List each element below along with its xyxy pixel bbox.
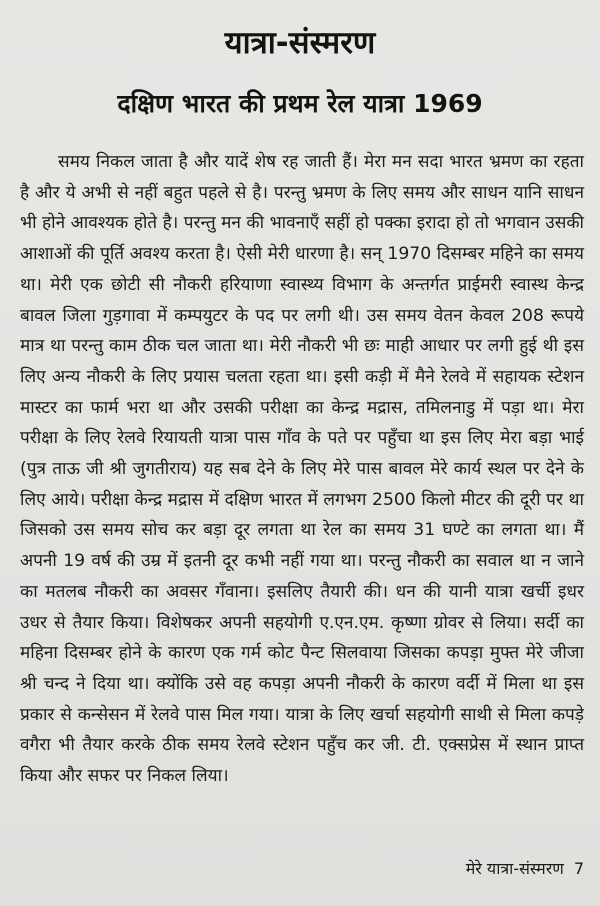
page-title: यात्रा-संस्मरण — [224, 25, 376, 61]
running-title: मेरे यात्रा-संस्मरण — [465, 859, 564, 878]
body-paragraph: समय निकल जाता है और यादें शेष रह जाती हैं। मेरा मन सदा भारत भ्रमण का रहता है और ये अभी से नहीं बहुत पहले से है। परन्तु भ्रमण के लिए समय और साधन यानि साधन भी होने आवश्यक होते है। परन्तु मन की भावनाएँ सहीं हो पक्का इरादा हो तो भगवान उसकी आशाओं की पूर्ति अवश्य करता है। ऐसी मेरी धारणा है। सन् 1970 दिसम्बर महिने का समय था। मेरी एक छोटी सी नौकरी हरियाणा स्वास्थ्य विभाग के अन्तर्गत प्राईमरी स्वास्थ केन्द्र बावल जिला गुड़गावा में कम्पयुटर के पद पर लगी थी। उस समय वेतन केवल 208 रूपये मात्र था परन्तु काम ठीक चल जाता था। मेरी नौकरी भी छः माही आधार पर लगी हुई थी इस लिए अन्य नौकरी के लिए प्रयास चलता रहता था। इसी कड़ी में मैने रेलवे में सहायक स्टेशन मास्टर का फार्म भरा था और उसकी परीक्षा का केन्द्र मद्रास, तमिलनाडु में पड़ा था। मेरा परीक्षा के लिए रेलवे रियायती यात्रा पास गाँव के पते पर पहुँचा था इस लिए मेरा बड़ा भाई (पुत्र ताऊ जी श्री जुगतीराय) यह सब देने के लिए मेरे पास बावल मेरे कार्य स्थल पर देने के लिए आये। परीक्षा केन्द्र मद्रास में दक्षिण भारत में लगभग 2500 किलो मीटर की दूरी पर था जिसको उस समय सोच कर बड़ा दूर लगता था रेल का समय 31 घण्टे का लगता था। मैं अपनी 19 वर्ष की उम्र में इतनी दूर कभी नहीं गया था। परन्तु नौकरी का सवाल था न जाने का मतलब नौकरी का अवसर गँवाना। इसलिए तैयारी की। धन की यानी यात्रा खर्ची इधर उधर से तैयार किया। विशेषकर अपनी सहयोगी ए.एन.एम. कृष्णा ग्रोवर से लिया। सर्दी का महिना दिसम्बर होने के कारण एक गर्म कोट पैन्ट सिलवाया जिसका कपड़ा मुफ्त मेरे जीजा श्री चन्द ने दिया था। क्योंकि उसे वह कपड़ा अपनी नौकरी के कारण वर्दी में मिला था इस प्रकार से कन्सेसन में रेलवे पास मिल गया। यात्रा के लिए खर्चा सहयोगी साथी से मिला कपड़े वगैरा भी तैयार करके ठीक समय रेलवे स्टेशन पहुँच कर जी. टी. एक्सप्रेस में स्थान प्राप्त किया और सफर पर निकल लिया। — [20, 152, 584, 787]
page-number: 7 — [573, 859, 584, 878]
page-footer — [466, 856, 584, 882]
chapter-title: दक्षिण भारत की प्रथम रेल यात्रा 1969 — [117, 89, 483, 118]
